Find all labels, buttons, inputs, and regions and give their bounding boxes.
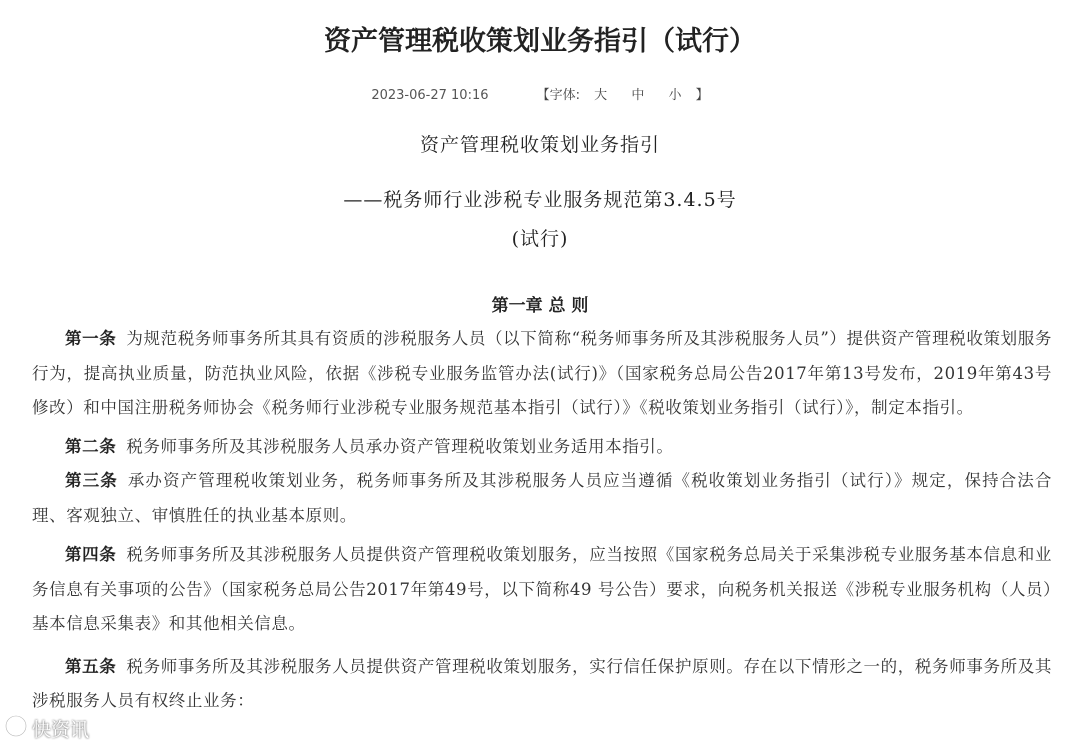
article-label: 第二条 xyxy=(65,436,117,456)
article-paragraph xyxy=(32,464,1052,533)
article-meta xyxy=(0,86,1080,106)
font-size-small-link[interactable]: 小 xyxy=(668,88,682,103)
article-text: 税务师事务所及其涉税服务人员提供资产管理税收策划服务，应当按照《国家税务总局关于采集涉税专业服务基本信息和业务信息有关事项的公告》（国家税务总局公告2017年第49号，以下简称49 号公告）要求，向税务机关报送《涉税专业服务机构（人员）基本信息采集表》和其他相关信息。 xyxy=(32,545,1052,633)
article-body xyxy=(32,322,1052,719)
article-text: 税务师事务所及其涉税服务人员提供资产管理税收策划服务，实行信任保护原则。存在以下情形之一的，税务师事务所及其涉税服务人员有权终止业务： xyxy=(32,656,1052,710)
article-label: 第五条 xyxy=(65,656,117,676)
font-size-medium-link[interactable]: 中 xyxy=(631,88,645,103)
article-paragraph xyxy=(32,322,1052,426)
article-label: 第三条 xyxy=(65,471,118,490)
watermark xyxy=(4,712,174,744)
chapter-title: 第一章 总 则 xyxy=(491,296,589,316)
article-paragraph xyxy=(32,430,1052,465)
watermark-text: 快资讯 xyxy=(32,718,90,741)
article-label: 第四条 xyxy=(65,545,117,564)
publish-date: 2023-06-27 10:16 xyxy=(371,88,489,103)
page-title: 资产管理税收策划业务指引（试行） xyxy=(324,26,756,57)
watermark-logo-icon xyxy=(4,714,28,742)
font-size-large-link[interactable]: 大 xyxy=(594,88,608,103)
article-text: 税务师事务所及其涉税服务人员承办资产管理税收策划业务适用本指引。 xyxy=(126,436,674,456)
document-heading: 资产管理税收策划业务指引 xyxy=(419,134,660,156)
article-paragraph xyxy=(32,538,1052,642)
article-text: 为规范税务师事务所其具有资质的涉税服务人员（以下简称“税务师事务所及其涉税服务人员”）提供资产管理税收策划服务行为，提高执业质量，防范执业风险，依据《涉税专业服务监管办法(试行)》（国家税务总局公告2017年第13号发布，2019年第43号修改）和中国注册税务师协会《税务师行业涉税专业服务规范基本指引（试行）》《税收策划业务指引（试行）》，制定本指引。 xyxy=(32,329,1052,417)
font-size-close: 】 xyxy=(695,88,709,103)
font-size-label: 【字体: xyxy=(536,88,581,103)
article-paragraph xyxy=(32,650,1052,719)
article-label: 第一条 xyxy=(65,329,117,348)
article-text: 承办资产管理税收策划业务，税务师事务所及其涉税服务人员应当遵循《税收策划业务指引（试行）》规定，保持合法合理、客观独立、审慎胜任的执业基本原则。 xyxy=(32,471,1052,525)
document-trial-note: (试行) xyxy=(511,228,569,250)
document-subheading: ——税务师行业涉税专业服务规范第3.4.5号 xyxy=(343,189,737,211)
